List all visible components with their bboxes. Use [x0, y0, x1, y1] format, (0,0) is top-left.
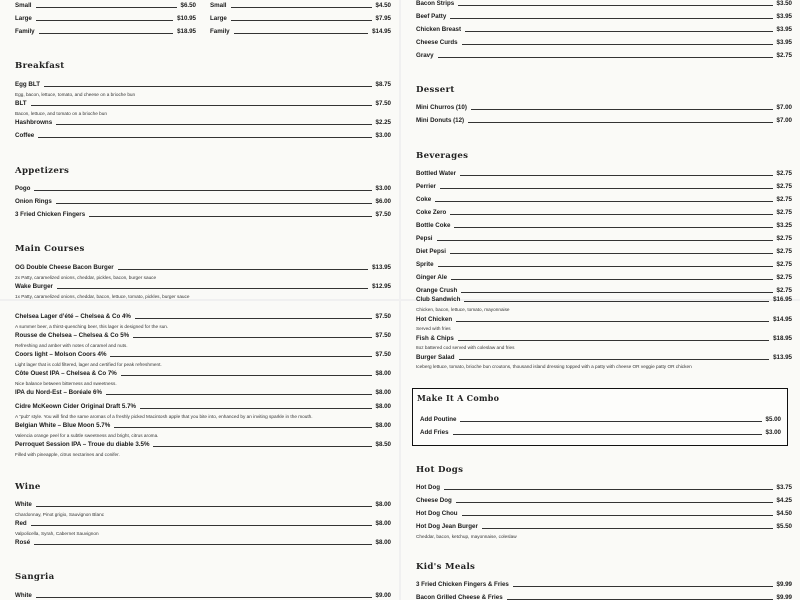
menu-item: Coke $2.75 [416, 196, 792, 203]
menu-item: IPA du Nord-Est – Boréale 6% $8.00 [15, 389, 391, 396]
menu-item: Gravy $2.75 [416, 52, 792, 59]
item-description: Served with fries [416, 326, 451, 331]
section-title-appetizers: Appetizers [15, 166, 70, 176]
menu-item: Bacon Strips $3.50 [416, 0, 792, 7]
menu-item: Mini Churros (10) $7.00 [416, 104, 792, 111]
menu-item: Small $6.50 [15, 2, 196, 9]
section-title-kids-meals: Kid's Meals [416, 562, 476, 572]
menu-item: Add Fries $3.00 [420, 429, 781, 436]
item-description: Cheddar, bacon, ketchup, mayonnaise, coleslaw [416, 534, 517, 539]
item-description: Nice balance between bitterness and sweetness. [15, 381, 117, 386]
menu-item: Orange Crush $2.75 [416, 287, 792, 294]
menu-item: White $9.00 [15, 592, 391, 599]
menu-item: Perroquet Session IPA – Troue du diable 3.5% $8.50 [15, 441, 391, 448]
section-title-wine: Wine [15, 482, 41, 492]
menu-panel-top-right [401, 0, 800, 299]
menu-item: OG Double Cheese Bacon Burger $13.95 [15, 264, 391, 271]
item-description: 8oz battered cod served with coleslaw and fries [416, 345, 515, 350]
menu-item: Bottled Water $2.75 [416, 170, 792, 177]
menu-item: Côte Ouest IPA – Chelsea & Co 7% $8.00 [15, 370, 391, 377]
menu-item: Hot Dog $3.75 [416, 484, 792, 491]
section-title-main-courses: Main Courses [15, 244, 85, 254]
menu-item: Large $7.95 [210, 15, 391, 22]
item-description: A summer beer, a thirst-quenching beer, this lager is designed for the sun. [15, 324, 169, 329]
menu-item: Pepsi $2.75 [416, 235, 792, 242]
menu-item: Hot Dog Chou $4.50 [416, 510, 792, 517]
menu-item: Wake Burger $12.95 [15, 283, 391, 290]
menu-item: Add Poutine $5.00 [420, 416, 781, 423]
menu-item: Rousse de Chelsea – Chelsea & Co 5% $7.50 [15, 332, 391, 339]
menu-item: Beef Patty $3.95 [416, 13, 792, 20]
menu-item: Bottle Coke $3.25 [416, 222, 792, 229]
menu-item: Chicken Breast $3.95 [416, 26, 792, 33]
menu-item: Cidre McKeown Cider Original Draft 5.7% $8.00 [15, 403, 391, 410]
section-title-sangria: Sangria [15, 572, 55, 582]
section-title-hot-dogs: Hot Dogs [416, 465, 464, 475]
menu-item: Coke Zero $2.75 [416, 209, 792, 216]
menu-item: Egg BLT $8.75 [15, 81, 391, 88]
menu-item: Club Sandwich $16.95 [416, 296, 792, 303]
item-description: Bacon, lettuce, and tomato on a brioche bun [15, 111, 107, 116]
menu-item: Sprite $2.75 [416, 261, 792, 268]
menu-item: Perrier $2.75 [416, 183, 792, 190]
item-description: Egg, bacon, lettuce, tomato, and cheese on a brioche bun [15, 92, 136, 97]
menu-item: 3 Fried Chicken Fingers $7.50 [15, 211, 391, 218]
item-description: Iceberg lettuce, tomato, brioche bun croutons, thousand island dressing topped with a patty with cheese OR veggie patty OR chicken [416, 364, 692, 369]
menu-item: Large $10.95 [15, 15, 196, 22]
menu-item: Mini Donuts (12) $7.00 [416, 117, 792, 124]
menu-item: Hashbrowns $2.25 [15, 119, 391, 126]
menu-item: Hot Dog Jean Burger $5.50 [416, 523, 792, 530]
item-description: Chardonnay, Pinot grigio, Sauvignon Blanc [15, 512, 105, 517]
item-description: Filled with pineapple, citrus nectarines and conifer. [15, 452, 120, 457]
menu-item: Belgian White – Blue Moon 5.7% $8.00 [15, 422, 391, 429]
menu-item: Small $4.50 [210, 2, 391, 9]
menu-item: Coors light – Molson Coors 4% $7.50 [15, 351, 391, 358]
item-description: A “pub” style. You will find the same aromas of a freshly picked Macintosh apple that you bite into, enhanced by an inviting sparkle in the mouth. [15, 414, 313, 419]
menu-item: Family $18.95 [15, 28, 196, 35]
item-description: Valpolicella, Syrah, Cabernet Sauvignon [15, 531, 99, 536]
item-description: 2x Patty, caramelized onions, cheddar, pickles, bacon, burger sauce [15, 275, 157, 280]
menu-item: Bacon Grilled Cheese & Fries $9.99 [416, 594, 792, 601]
combo-box [412, 388, 788, 446]
item-description: Valencia orange peel for a subtle sweetness and bright, citrus aroma. [15, 433, 159, 438]
menu-item: Cheese Curds $3.95 [416, 39, 792, 46]
menu-item: Family $14.95 [210, 28, 391, 35]
menu-panel-bottom-right [401, 296, 800, 601]
item-description: 1x Patty, caramelized onions, cheddar, bacon, lettuce, tomato, pickles, burger sauce [15, 294, 190, 299]
menu-item: Pogo $3.00 [15, 185, 391, 192]
item-description: Refreshing and amber with notes of caramel and nuts. [15, 343, 128, 348]
section-title-dessert: Dessert [416, 85, 455, 95]
menu-item: Chelsea Lager d’été – Chelsea & Co 4% $7.50 [15, 313, 391, 320]
item-description: Light lager that is cold filtered, lager and certified for peak refreshment. [15, 362, 162, 367]
menu-item: Fish & Chips $18.95 [416, 335, 792, 342]
menu-panel-top-left [0, 0, 399, 299]
menu-item: White $8.00 [15, 501, 391, 508]
menu-item: Ginger Ale $2.75 [416, 274, 792, 281]
menu-item: 3 Fried Chicken Fingers & Fries $9.99 [416, 581, 792, 588]
menu-item: Coffee $3.00 [15, 132, 391, 139]
menu-item: Onion Rings $6.00 [15, 198, 391, 205]
menu-item: Rosé $8.00 [15, 539, 391, 546]
menu-item: Red $8.00 [15, 520, 391, 527]
section-title-combo: Make It A Combo [417, 393, 500, 403]
menu-item: BLT $7.50 [15, 100, 391, 107]
menu-item: Burger Salad $13.95 [416, 354, 792, 361]
menu-item: Cheese Dog $4.25 [416, 497, 792, 504]
section-title-beverages: Beverages [416, 151, 469, 161]
menu-item: Hot Chicken $14.95 [416, 316, 792, 323]
item-description: Chicken, bacon, lettuce, tomato, mayonnaise [416, 307, 510, 312]
menu-panel-bottom-left [0, 301, 399, 600]
section-title-breakfast: Breakfast [15, 61, 65, 71]
menu-item: Diet Pepsi $2.75 [416, 248, 792, 255]
